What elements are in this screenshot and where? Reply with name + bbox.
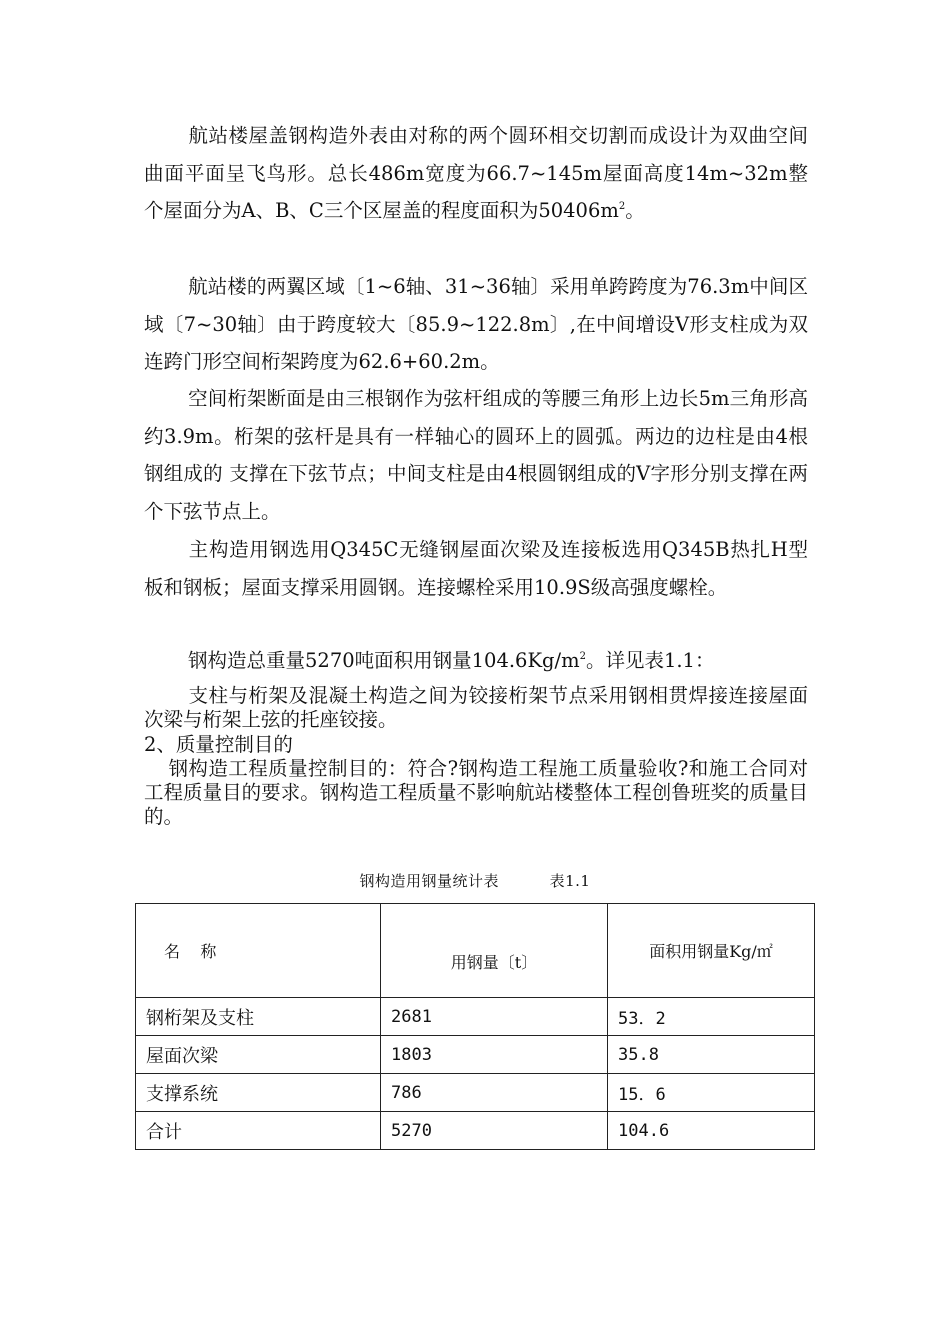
cell-name: 钢桁架及支柱 bbox=[136, 998, 381, 1036]
cell-name: 支撑系统 bbox=[136, 1074, 381, 1112]
table-row bbox=[136, 1112, 815, 1150]
cell-steel-amount: 2681 bbox=[381, 998, 608, 1036]
cell-area-steel: 15．6 bbox=[608, 1074, 815, 1112]
steel-quantity-table bbox=[135, 903, 815, 1150]
paragraph-truss-section: 空间桁架断面是由三根钢作为弦杆组成的等腰三角形上边长5m三角形高约3.9m。桁架的弦杆是具有一样轴心的圆环上的圆弧。两边的边柱是由4根钢组成的 支撑在下弦节点；中间支柱是由4根圆钢组成的V字形分别支撑在两个下弦节点上。 bbox=[144, 387, 808, 523]
header-name: 名 称 bbox=[136, 904, 381, 998]
table-header-row bbox=[136, 904, 815, 998]
table-number: 表1.1 bbox=[549, 872, 591, 890]
table-title: 钢构造用钢量统计表 bbox=[359, 872, 500, 890]
cell-name: 屋面次梁 bbox=[136, 1036, 381, 1074]
cell-steel-amount: 5270 bbox=[381, 1112, 608, 1150]
paragraph-total-weight: 钢构造总重量5270吨面积用钢量$104.6Kg/m^2$。详见表1.1： bbox=[188, 649, 715, 672]
cell-steel-amount: 786 bbox=[381, 1074, 608, 1112]
header-steel-amount: 用钢量〔t〕 bbox=[381, 904, 608, 998]
paragraph-quality-target: 钢构造工程质量控制目的：符合?钢构造工程施工质量验收?和施工合同对工程质量目的要求。钢构造工程质量不影响航站楼整体工程创鲁班奖的质量目的。 bbox=[144, 757, 808, 828]
cell-area-steel: 53．2 bbox=[608, 998, 815, 1036]
table-row bbox=[136, 998, 815, 1036]
paragraph-roof-overview: 航站楼屋盖钢构造外表由对称的两个圆环相交切割而成设计为双曲空间曲面平面呈飞鸟形。总长486m宽度为66.7~145m屋面高度14m~32m整个屋面分为A、B、C三个区屋盖的程度面积为$50406m^2$。 bbox=[144, 124, 808, 222]
cell-steel-amount: 1803 bbox=[381, 1036, 608, 1074]
cell-area-steel: 35.8 bbox=[608, 1036, 815, 1074]
heading-quality-target: 2、质量控制目的 bbox=[144, 733, 293, 756]
paragraph-wing-areas: 航站楼的两翼区域〔1~6轴、31~36轴〕采用单跨跨度为76.3m中间区域〔7~30轴〕由于跨度较大〔85.9~122.8m〕,在中间增设V形支柱成为双连跨门形空间桁架跨度为62.6+60.2m。 bbox=[144, 275, 808, 373]
header-area-steel: 面积用钢量Kg/㎡ bbox=[608, 904, 815, 998]
paragraph-joints: 支柱与桁架及混凝土构造之间为铰接桁架节点采用钢相贯焊接连接屋面次梁与桁架上弦的托座铰接。 bbox=[144, 684, 808, 731]
paragraph-steel-material: 主构造用钢选用Q345C无缝钢屋面次梁及连接板选用Q345B热扎H型板和钢板；屋面支撑采用圆钢。连接螺栓采用10.9S级高强度螺栓。 bbox=[144, 538, 808, 599]
cell-name: 合计 bbox=[136, 1112, 381, 1150]
cell-area-steel: 104.6 bbox=[608, 1112, 815, 1150]
table-row bbox=[136, 1036, 815, 1074]
table-caption bbox=[0, 870, 950, 891]
table-row bbox=[136, 1074, 815, 1112]
